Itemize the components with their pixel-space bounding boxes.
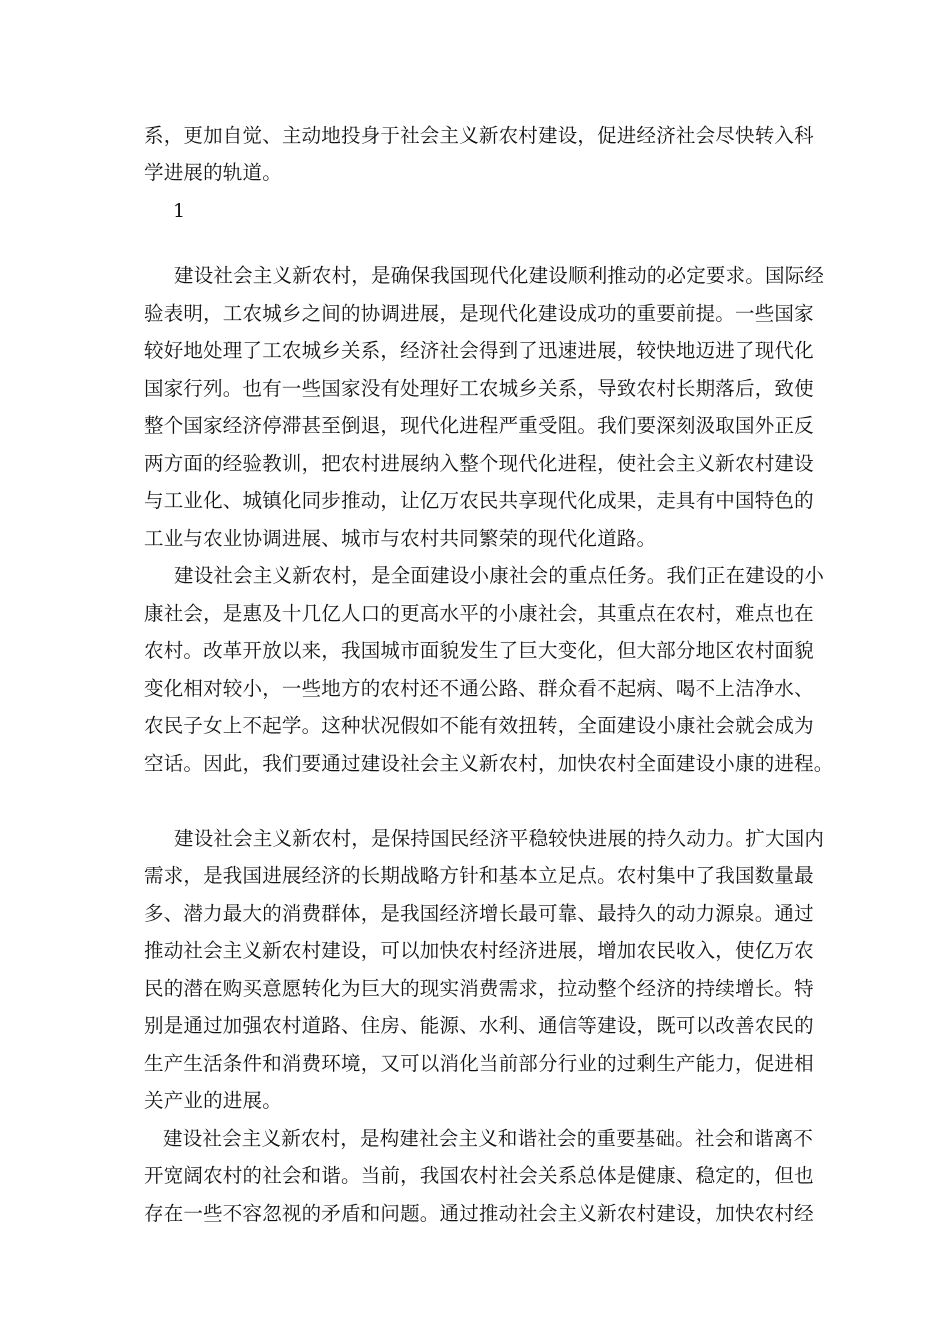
text-line: 国家行列。也有一些国家没有处理好工农城乡关系，导致农村长期落后，致使 [144,377,814,400]
text-line: 生产生活条件和消费环境，又可以消化当前部分行业的过剩生产能力，促进相 [144,1052,814,1075]
text-line: 关产业的进展。 [144,1089,282,1112]
text-line: 建设社会主义新农村，是全面建设小康社会的重点任务。我们正在建设的小 [174,564,825,587]
text-line: 两方面的经验教训，把农村进展纳入整个现代化进程，使社会主义新农村建设 [144,452,814,475]
text-line: 与工业化、城镇化同步推动，让亿万农民共享现代化成果，走具有中国特色的 [144,489,814,512]
text-line: 民的潜在购买意愿转化为巨大的现实消费需求，拉动整个经济的持续增长。特 [144,977,814,1000]
text-line: 存在一些不容忽视的矛盾和问题。通过推动社会主义新农村建设，加快农村经 [144,1202,814,1225]
text-line: 多、潜力最大的消费群体，是我国经济增长最可靠、最持久的动力源泉。通过 [144,902,814,925]
text-line: 学进展的轨道。 [144,161,282,184]
text-line: 需求，是我国进展经济的长期战略方针和基本立足点。农村集中了我国数量最 [144,864,814,887]
text-line: 较好地处理了工农城乡关系，经济社会得到了迅速进展，较快地迈进了现代化 [144,339,814,362]
text-line: 康社会，是惠及十几亿人口的更高水平的小康社会，其重点在农村，难点也在 [144,602,814,625]
text-line: 建设社会主义新农村，是确保我国现代化建设顺利推动的必定要求。国际经 [174,264,825,287]
text-line: 农村。改革开放以来，我国城市面貌发生了巨大变化，但大部分地区农村面貌 [144,639,814,662]
text-line: 变化相对较小，一些地方的农村还不通公路、群众看不起病、喝不上洁净水、 [144,677,814,700]
text-line: 系，更加自觉、主动地投身于社会主义新农村建设，促进经济社会尽快转入科 [144,124,814,147]
text-line: 推动社会主义新农村建设，可以加快农村经济进展，增加农民收入，使亿万农 [144,939,814,962]
text-line: 验表明，工农城乡之间的协调进展，是现代化建设成功的重要前提。一些国家 [144,302,814,325]
text-line: 开宽阔农村的社会和谐。当前，我国农村社会关系总体是健康、稳定的，但也 [144,1164,814,1187]
text-line: 农民子女上不起学。这种状况假如不能有效扭转，全面建设小康社会就会成为 [144,714,814,737]
text-line: 空话。因此，我们要通过建设社会主义新农村，加快农村全面建设小康的进程。 [144,752,834,775]
text-line: 建设社会主义新农村，是构建社会主义和谐社会的重要基础。社会和谐离不 [163,1127,814,1150]
page-number: 1 [173,200,186,222]
text-line: 别是通过加强农村道路、住房、能源、水利、通信等建设，既可以改善农民的 [144,1014,814,1037]
text-line: 整个国家经济停滞甚至倒退，现代化进程严重受阻。我们要深刻汲取国外正反 [144,414,814,437]
text-line: 工业与农业协调进展、城市与农村共同繁荣的现代化道路。 [144,527,657,550]
text-line: 建设社会主义新农村，是保持国民经济平稳较快进展的持久动力。扩大国内 [174,827,825,850]
